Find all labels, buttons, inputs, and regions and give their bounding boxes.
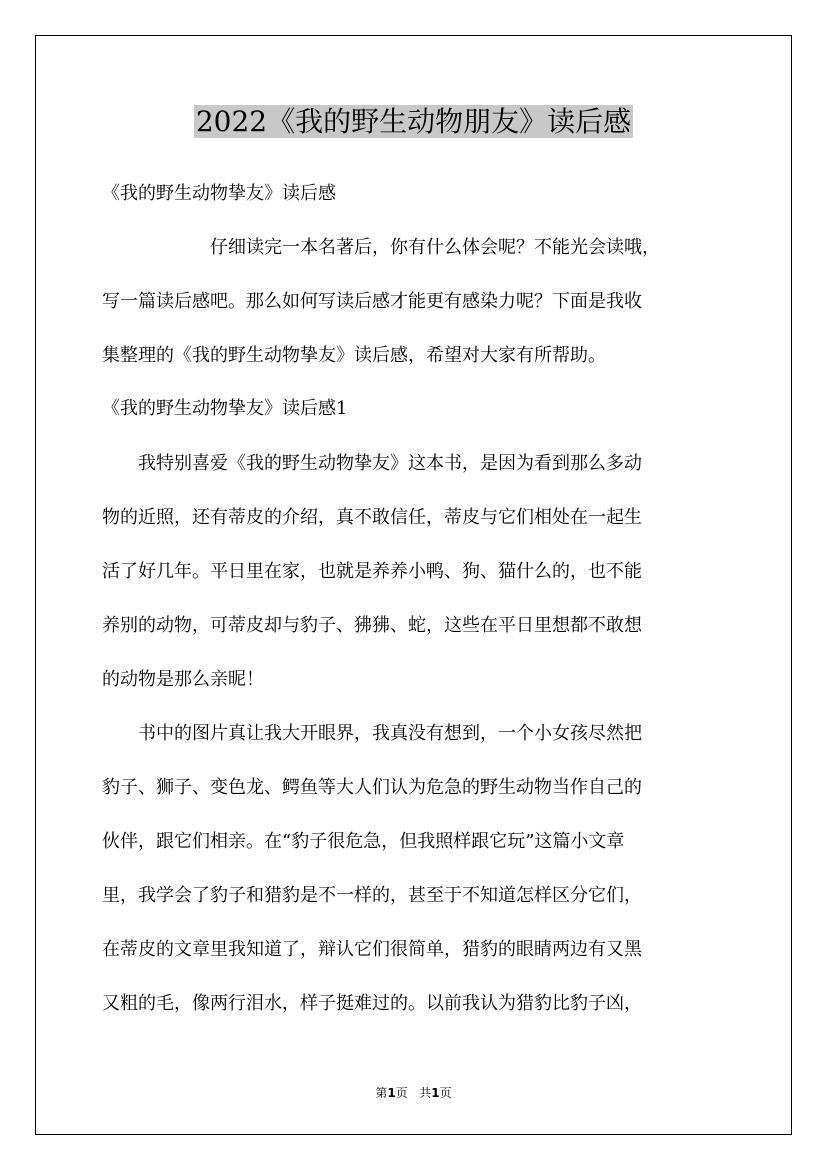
paragraph-line: 养别的动物，可蒂皮却与豹子、狒狒、蛇，这些在平日里想都不敢想 xyxy=(102,615,642,636)
intro-line: 仔细读完一本名著后，你有什么体会呢？不能光会读哦， xyxy=(102,237,660,258)
paragraph-line: 物的近照，还有蒂皮的介绍，真不敢信任，蒂皮与它们相处在一起生 xyxy=(102,507,642,528)
document-title xyxy=(0,100,827,144)
total-page-number: 1 xyxy=(431,1086,440,1100)
paragraph-line: 活了好几年。平日里在家，也就是养养小鸭、狗、猫什么的，也不能 xyxy=(102,561,642,582)
current-page-number: 1 xyxy=(387,1086,396,1100)
intro-paragraph xyxy=(102,221,742,383)
intro-line: 写一篇读后感吧。那么如何写读后感才能更有感染力呢？下面是我收 xyxy=(102,291,642,312)
paragraph-line: 在蒂皮的文章里我知道了，辩认它们很简单，猎豹的眼睛两边有又黑 xyxy=(102,939,642,960)
page-footer xyxy=(0,1084,827,1102)
total-pages-label: 共1页 xyxy=(419,1086,452,1100)
section-heading: 《我的野生动物挚友》读后感1 xyxy=(102,398,348,419)
paragraph-line: 书中的图片真让我大开眼界，我真没有想到，一个小女孩尽然把 xyxy=(102,723,642,744)
intro-line: 集整理的《我的野生动物挚友》读后感，希望对大家有所帮助。 xyxy=(102,345,606,366)
paragraph-line: 豹子、狮子、变色龙、鳄鱼等大人们认为危急的野生动物当作自己的 xyxy=(102,777,642,798)
paragraph-2 xyxy=(102,707,742,1031)
document-subtitle: 《我的野生动物挚友》读后感 xyxy=(102,183,336,204)
paragraph-1 xyxy=(102,437,742,707)
paragraph-line: 我特别喜爱《我的野生动物挚友》这本书，是因为看到那么多动 xyxy=(102,453,642,474)
paragraph-line: 的动物是那么亲昵！ xyxy=(102,669,264,690)
page-number-label: 第1页 xyxy=(375,1086,408,1100)
paragraph-line: 又粗的毛，像两行泪水，样子挺难过的。以前我认为猎豹比豹子凶， xyxy=(102,993,642,1014)
paragraph-line: 伙伴，跟它们相亲。在“豹子很危急，但我照样跟它玩”这篇小文章 xyxy=(102,831,625,852)
paragraph-line: 里，我学会了豹子和猎豹是不一样的，甚至于不知道怎样区分它们， xyxy=(102,885,642,906)
document-title-text: 2022《我的野生动物朋友》读后感 xyxy=(195,105,632,138)
